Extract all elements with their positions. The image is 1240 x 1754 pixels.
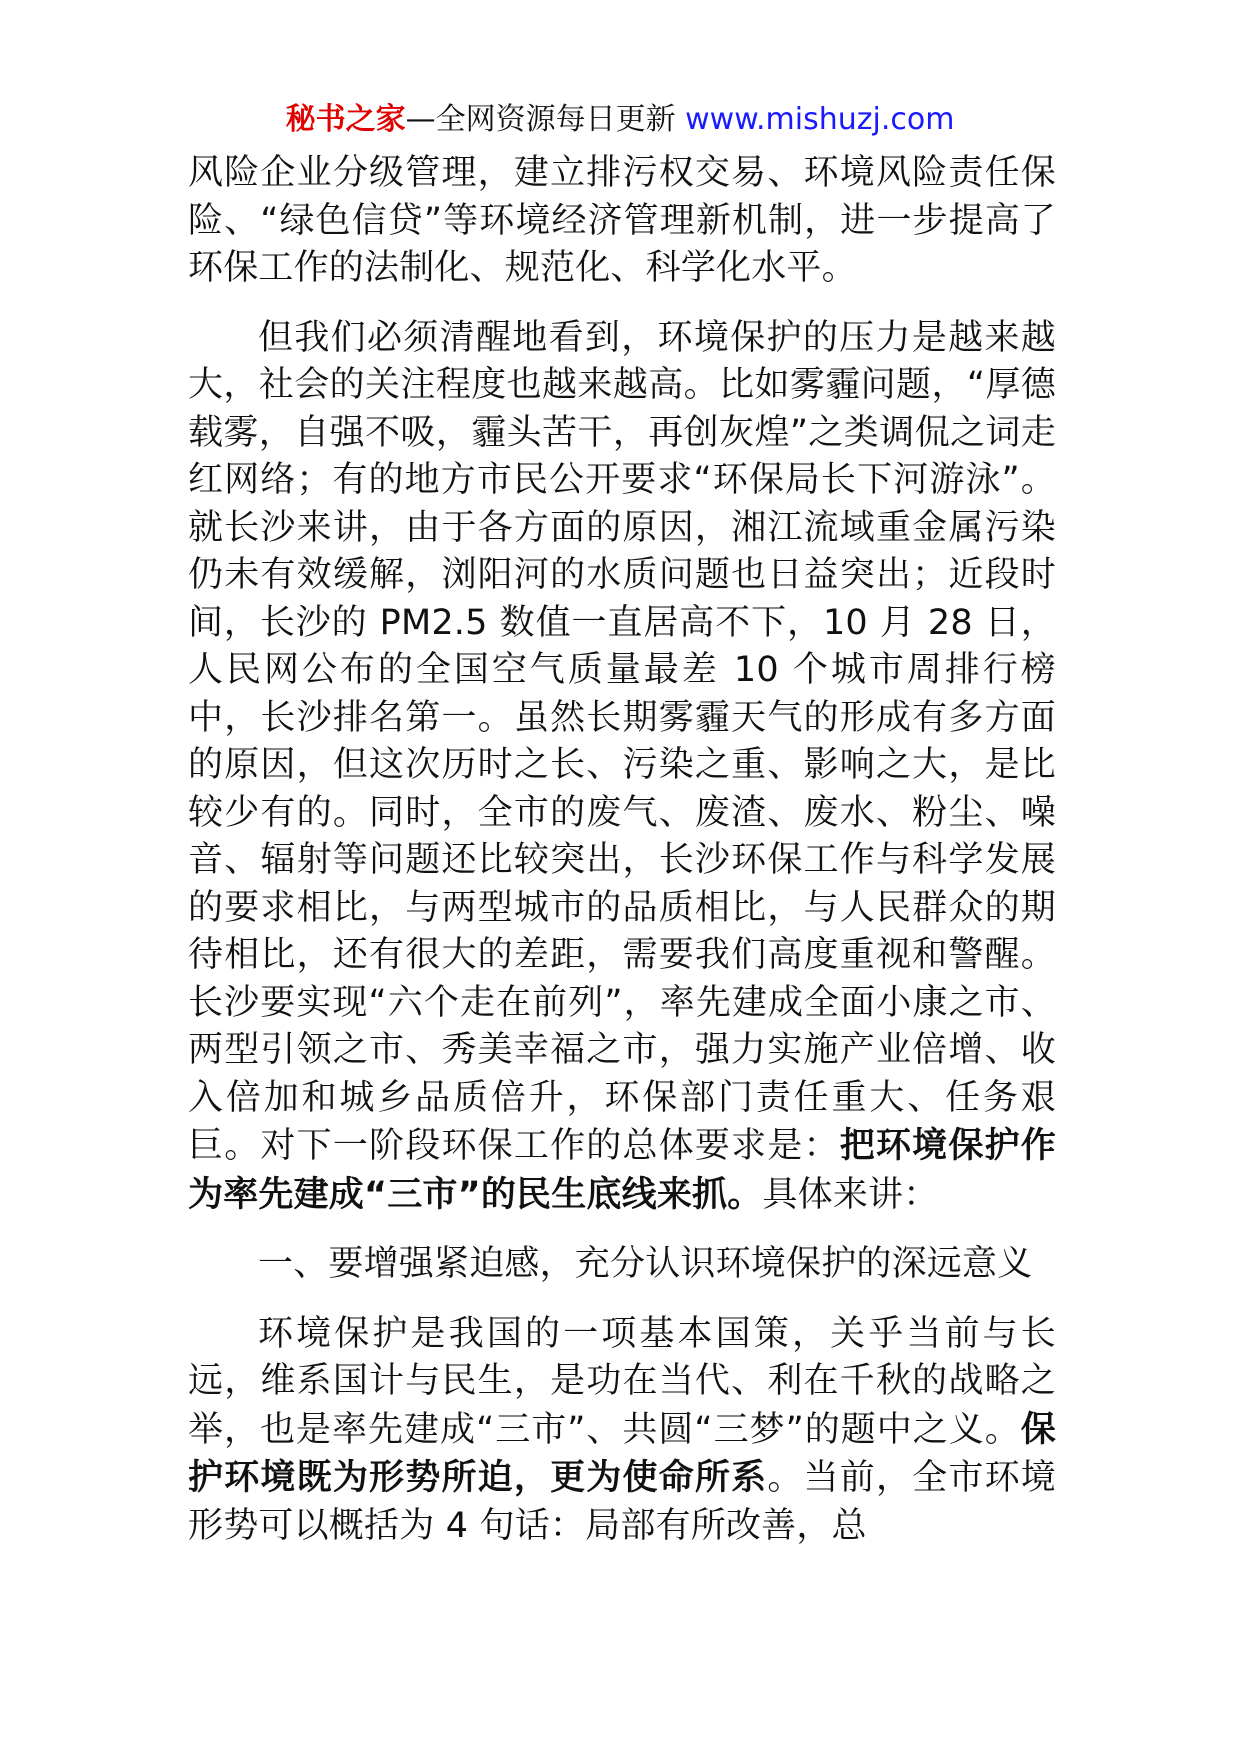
document-body <box>188 150 1056 1572</box>
text-segment: PM2.5 <box>379 602 488 643</box>
text-segment: 4 <box>445 1505 469 1546</box>
text-segment: 把环境保护作为率先建成 <box>188 1125 1056 1215</box>
text-segment: “六个走在前列” <box>368 982 623 1023</box>
paragraph-p4 <box>188 1311 1056 1551</box>
text-segment: 28 <box>927 602 973 643</box>
header-tagline: —全网资源每日更新 <box>405 102 676 137</box>
paragraph-p1 <box>188 150 1056 293</box>
text-segment: “环保局长下河游泳” <box>693 460 1020 500</box>
text-segment: 、共圆 <box>585 1409 695 1450</box>
paragraph-p2 <box>188 315 1056 1220</box>
text-segment: 具体来讲： <box>762 1174 939 1215</box>
text-segment: 。当前，全市环境形势可以概括为 <box>188 1458 1057 1546</box>
text-segment: 一、要增强紧迫感，充分认识环境保护的深远意义 <box>258 1244 1033 1284</box>
text-segment: “厚德载雾，自强不吸，霾头苦干，再创灰煌” <box>188 365 1056 453</box>
text-segment: 句话：局部有所改善，总 <box>468 1505 867 1546</box>
header-brand: 秘书之家 <box>285 102 406 137</box>
text-segment: 之类调侃之词走红网络；有的地方市民公开要求 <box>188 412 1057 500</box>
text-segment: ，率先建成全面小康之市、两型引领之市、秀美幸福之市，强力实施产业倍增、收入倍加和城乡品质倍升，环保部门责任重大、任务艰巨。对下一阶段环保工作的总体要求是： <box>188 982 1056 1166</box>
text-segment: 日，人民网公布的全国空气质量最差 <box>188 602 1056 690</box>
text-segment: “三市” <box>476 1409 586 1450</box>
text-segment: 保护环境既为形势所迫，更为使命所系 <box>188 1408 1056 1498</box>
text-segment: 10 <box>733 650 779 690</box>
text-segment: 数值一直居高不下， <box>487 602 823 643</box>
text-segment: 但我们必须清醒地看到，环境保护的压力是越来越大，社会的关注程度也越来越高。比如雾霾问题， <box>188 317 1056 405</box>
text-segment: 月 <box>867 602 928 643</box>
text-segment: 的民生底线来抓。 <box>480 1173 763 1215</box>
header-url[interactable]: www.mishuzj.com <box>685 102 955 137</box>
text-segment: 风险企业分级管理，建立排污权交易、环境风险责任保险、 <box>188 153 1056 241</box>
text-segment: 环境保护是我国的一项基本国策，关乎当前与长远，维系国计与民生，是功在当代、利在千秋的战略之举，也是率先建成 <box>188 1313 1056 1450</box>
page-header <box>0 100 1240 140</box>
text-segment: “三梦” <box>694 1409 804 1450</box>
paragraph-p3 <box>188 1241 1056 1289</box>
text-segment: 个城市周排行榜中，长沙排名第一。虽然长期雾霾天气的形成有多方面的原因，但这次历时之长、污染之重、影响之大，是比较少有的。同时，全市的废气、废渣、废水、粉尘、噪音、辐射等问题还比较突出，长沙环保工作与科学发展的要求相比，与两型城市的品质相比，与人民群众的期待相比，还有很大的差距，需要我们高度重视和警醒。长沙要实现 <box>188 650 1056 1023</box>
text-segment: 的题中之义。 <box>803 1409 1021 1450</box>
text-segment: “绿色信贷” <box>260 200 443 241</box>
text-segment: 等环境经济管理新机制，进一步提高了环保工作的法制化、规范化、科学化水平。 <box>188 200 1057 288</box>
text-segment: 。就长沙来讲，由于各方面的原因，湘江流域重金属污染仍未有效缓解，浏阳河的水质问题也日益突出；近段时间，长沙的 <box>188 460 1057 643</box>
text-segment: “三市” <box>364 1174 481 1215</box>
text-segment: 10 <box>822 602 868 643</box>
